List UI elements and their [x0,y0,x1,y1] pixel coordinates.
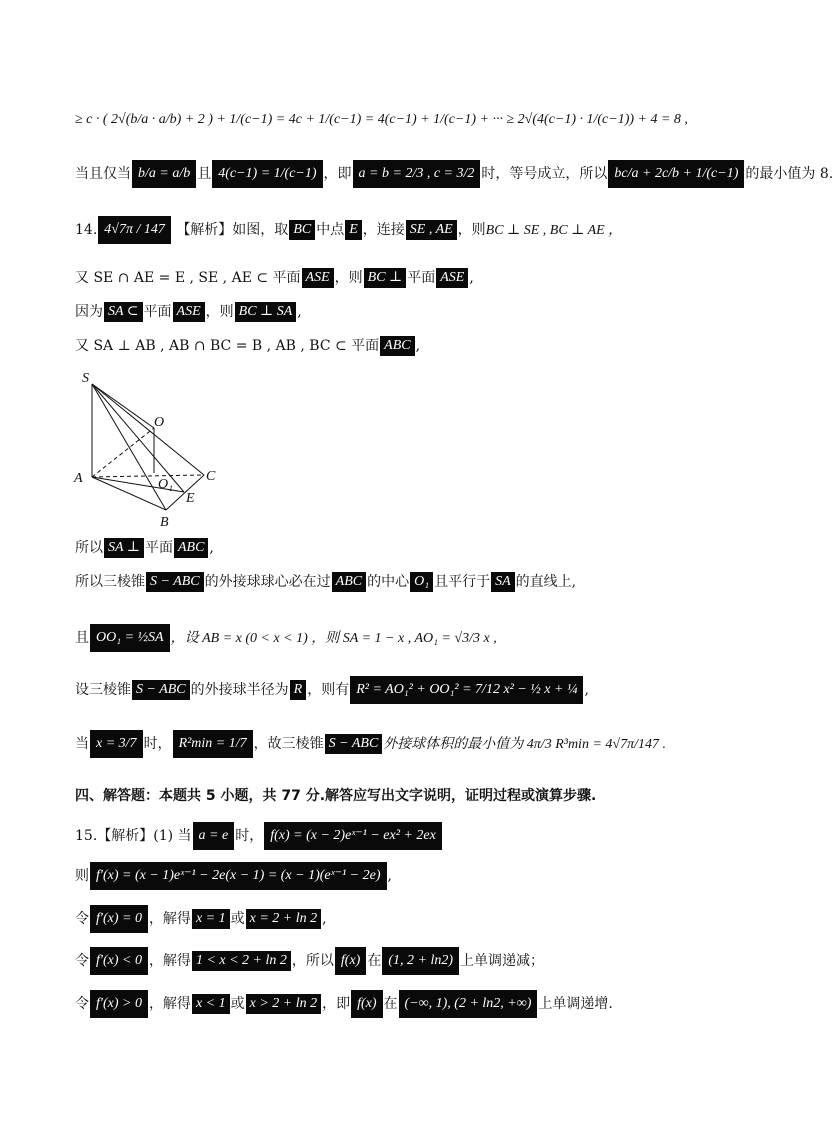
text: , [387,868,392,884]
math-box: ABC [174,538,208,558]
line-4 [75,268,474,288]
question-number: 14. [75,222,98,238]
text: 且 [197,166,212,182]
text: 的最小值为 8. [745,166,833,182]
text: 设三棱锥 [75,682,131,698]
math-box: 4(c−1) = 1/(c−1) [212,160,322,188]
text: ，故三棱锥 [253,736,324,752]
math-box: S − ABC [146,572,204,592]
math-box: bc/a + 2c/b + 1/(c−1) [608,160,744,188]
text: , [415,338,421,354]
text: ，则 [457,222,486,238]
text: 且 [75,630,89,646]
label-S: S [82,371,89,386]
line-5 [75,302,302,322]
text: 所以 [75,540,103,556]
text: ，则 [334,270,363,286]
text: ，则有 [307,682,350,698]
label-O: O [154,415,165,430]
text: 或 [230,996,245,1012]
section-heading: 四、解答题：本题共 5 小题，共 77 分.解答应写出文字说明，证明过程或演算步骤. [75,788,597,804]
math-box: SA ⊥ [104,538,144,558]
math-text: BC ⊥ SE , BC ⊥ AE ， [485,223,623,238]
math-box: x = 3/7 [90,730,143,758]
math-box: f′(x) < 0 [90,947,148,975]
math-box: R²min = 1/7 [173,730,253,758]
line-8 [75,572,576,592]
text: , [209,540,214,556]
math-box: R² = AO₁² + OO₁² = 7/12 x² − ½ x + ¼ [350,676,583,704]
math-box: BC ⊥ [364,268,407,288]
text: 因为 [75,304,103,320]
math-box: ASE [436,268,468,288]
math-box: f′(x) = (x − 1)eˣ⁻¹ − 2e(x − 1) = (x − 1)(eˣ⁻¹ − 2e) [90,862,387,890]
text: ，则 [205,304,234,320]
text: 时， [143,736,172,752]
text: 令 [75,911,89,927]
line-10 [75,676,589,704]
edge-AB [92,477,166,510]
math-box: b/a = a/b [132,160,196,188]
text: ，连接 [362,222,405,238]
math-box: 1 < x < 2 + ln 2 [192,951,291,971]
text: 或 [230,911,245,927]
text: , [322,911,327,927]
text: 令 [75,996,89,1012]
label-O1: O₁ [158,477,173,492]
math-box: S − ABC [325,734,383,754]
text: 15.【解析】(1) 当 [75,828,192,844]
text: 又 SA ⊥ AB , AB ∩ BC = B , AB , BC ⊂ 平面 [75,338,380,354]
math-box: x < 1 [192,994,230,1014]
line-9 [75,624,497,652]
q15-line-2 [75,862,392,890]
text: 的中心 [367,574,410,590]
math-box: x = 1 [192,909,230,929]
edge-SC [92,384,204,475]
text: 当且仅当 [75,166,131,182]
math-box: x = 2 + ln 2 [246,909,322,929]
label-C: C [206,469,216,484]
math-box: f′(x) = 0 [90,905,148,933]
text: 又 SE ∩ AE = E , SE , AE ⊂ 平面 [75,270,301,286]
math-box: (−∞, 1), (2 + ln2, +∞) [399,990,538,1018]
text: 平面 [144,540,173,556]
text: ，即 [322,996,351,1012]
text: ，所以 [291,953,334,969]
math-box: (1, 2 + ln2) [382,947,459,975]
math-box: SE , AE [406,220,457,240]
text: 令 [75,953,89,969]
math-text: 外接球体积的最小值为 4π/3 R³min = 4√7π/147 . [383,737,666,752]
math-box: x > 2 + ln 2 [246,994,322,1014]
text: 的直线上, [515,574,577,590]
text: 时， [235,828,264,844]
text: 在 [383,996,398,1012]
math-box: ASE [173,302,205,322]
label-A: A [74,471,83,486]
text: 所以三棱锥 [75,574,145,590]
math-box: a = b = 2/3 , c = 3/2 [353,160,481,188]
math-box: f(x) [351,990,382,1018]
text: ，解得 [148,996,191,1012]
text: 的外接球球心必在过 [204,574,331,590]
q15-line-1 [75,822,443,850]
text: 平面 [143,304,172,320]
text: 当 [75,736,89,752]
q15-line-4 [75,947,544,975]
math-box: f(x) [335,947,366,975]
text: , [584,682,589,698]
math-box: ABC [380,336,414,356]
text: ，解得 [148,953,191,969]
math-box: OO₁ = ½SA [90,624,170,652]
math-box: ABC [332,572,366,592]
text: 时，等号成立，所以 [481,166,608,182]
math-box: S − ABC [132,680,190,700]
text: 的外接球半径为 [190,682,289,698]
text: 平面 [407,270,436,286]
inequality-chain-line: ≥ c · ( 2√(b/a · a/b) + 2 ) + 1/(c−1) = 4c + 1/(c−1) = 4(c−1) + 1/(c−1) + ··· ≥ 2√(4(c−1) · 1/(c−1)) + 4 = 8 , [75,112,688,127]
text: , [469,270,474,286]
edge-AC-hidden [92,475,204,477]
text: 上单调递减； [460,953,544,969]
text: , [297,304,302,320]
q15-line-3 [75,905,327,933]
text: 中点 [316,222,345,238]
segment-AO-hidden [92,428,154,477]
text: ，即 [323,166,352,182]
math-box: a = e [193,822,235,850]
math-box: BC ⊥ SA [235,302,297,322]
segment-SO [92,384,154,428]
label-E: E [186,491,195,506]
math-box: E [345,220,362,240]
math-box: f(x) = (x − 2)eˣ⁻¹ − ex² + 2ex [264,822,442,850]
label-B: B [160,515,169,530]
equality-condition-line [75,160,833,188]
math-box: O₁ [410,572,433,592]
text: 则 [75,868,89,884]
text: 在 [367,953,382,969]
text: ，解得 [148,911,191,927]
math-box: BC [289,220,315,240]
line-7 [75,538,214,558]
q14-line [75,216,622,244]
text: 【解析】如图，取 [176,222,289,238]
math-box: R [290,680,307,700]
line-11 [75,730,666,758]
math-box: f′(x) > 0 [90,990,148,1018]
text: 且平行于 [434,574,491,590]
math-box: ASE [302,268,334,288]
text: 上单调递增. [538,996,613,1012]
edge-SB [92,384,166,510]
line-6 [75,336,420,356]
math-box: SA [491,572,515,592]
answer-box: 4√7π / 147 [98,216,171,244]
tetrahedron-figure [70,370,240,530]
q15-line-5 [75,990,613,1018]
math-text: ，设 AB = x (0 < x < 1) ，则 SA = 1 − x , AO₁ = √3/3 x , [170,631,497,646]
math-box: SA ⊂ [104,302,143,322]
